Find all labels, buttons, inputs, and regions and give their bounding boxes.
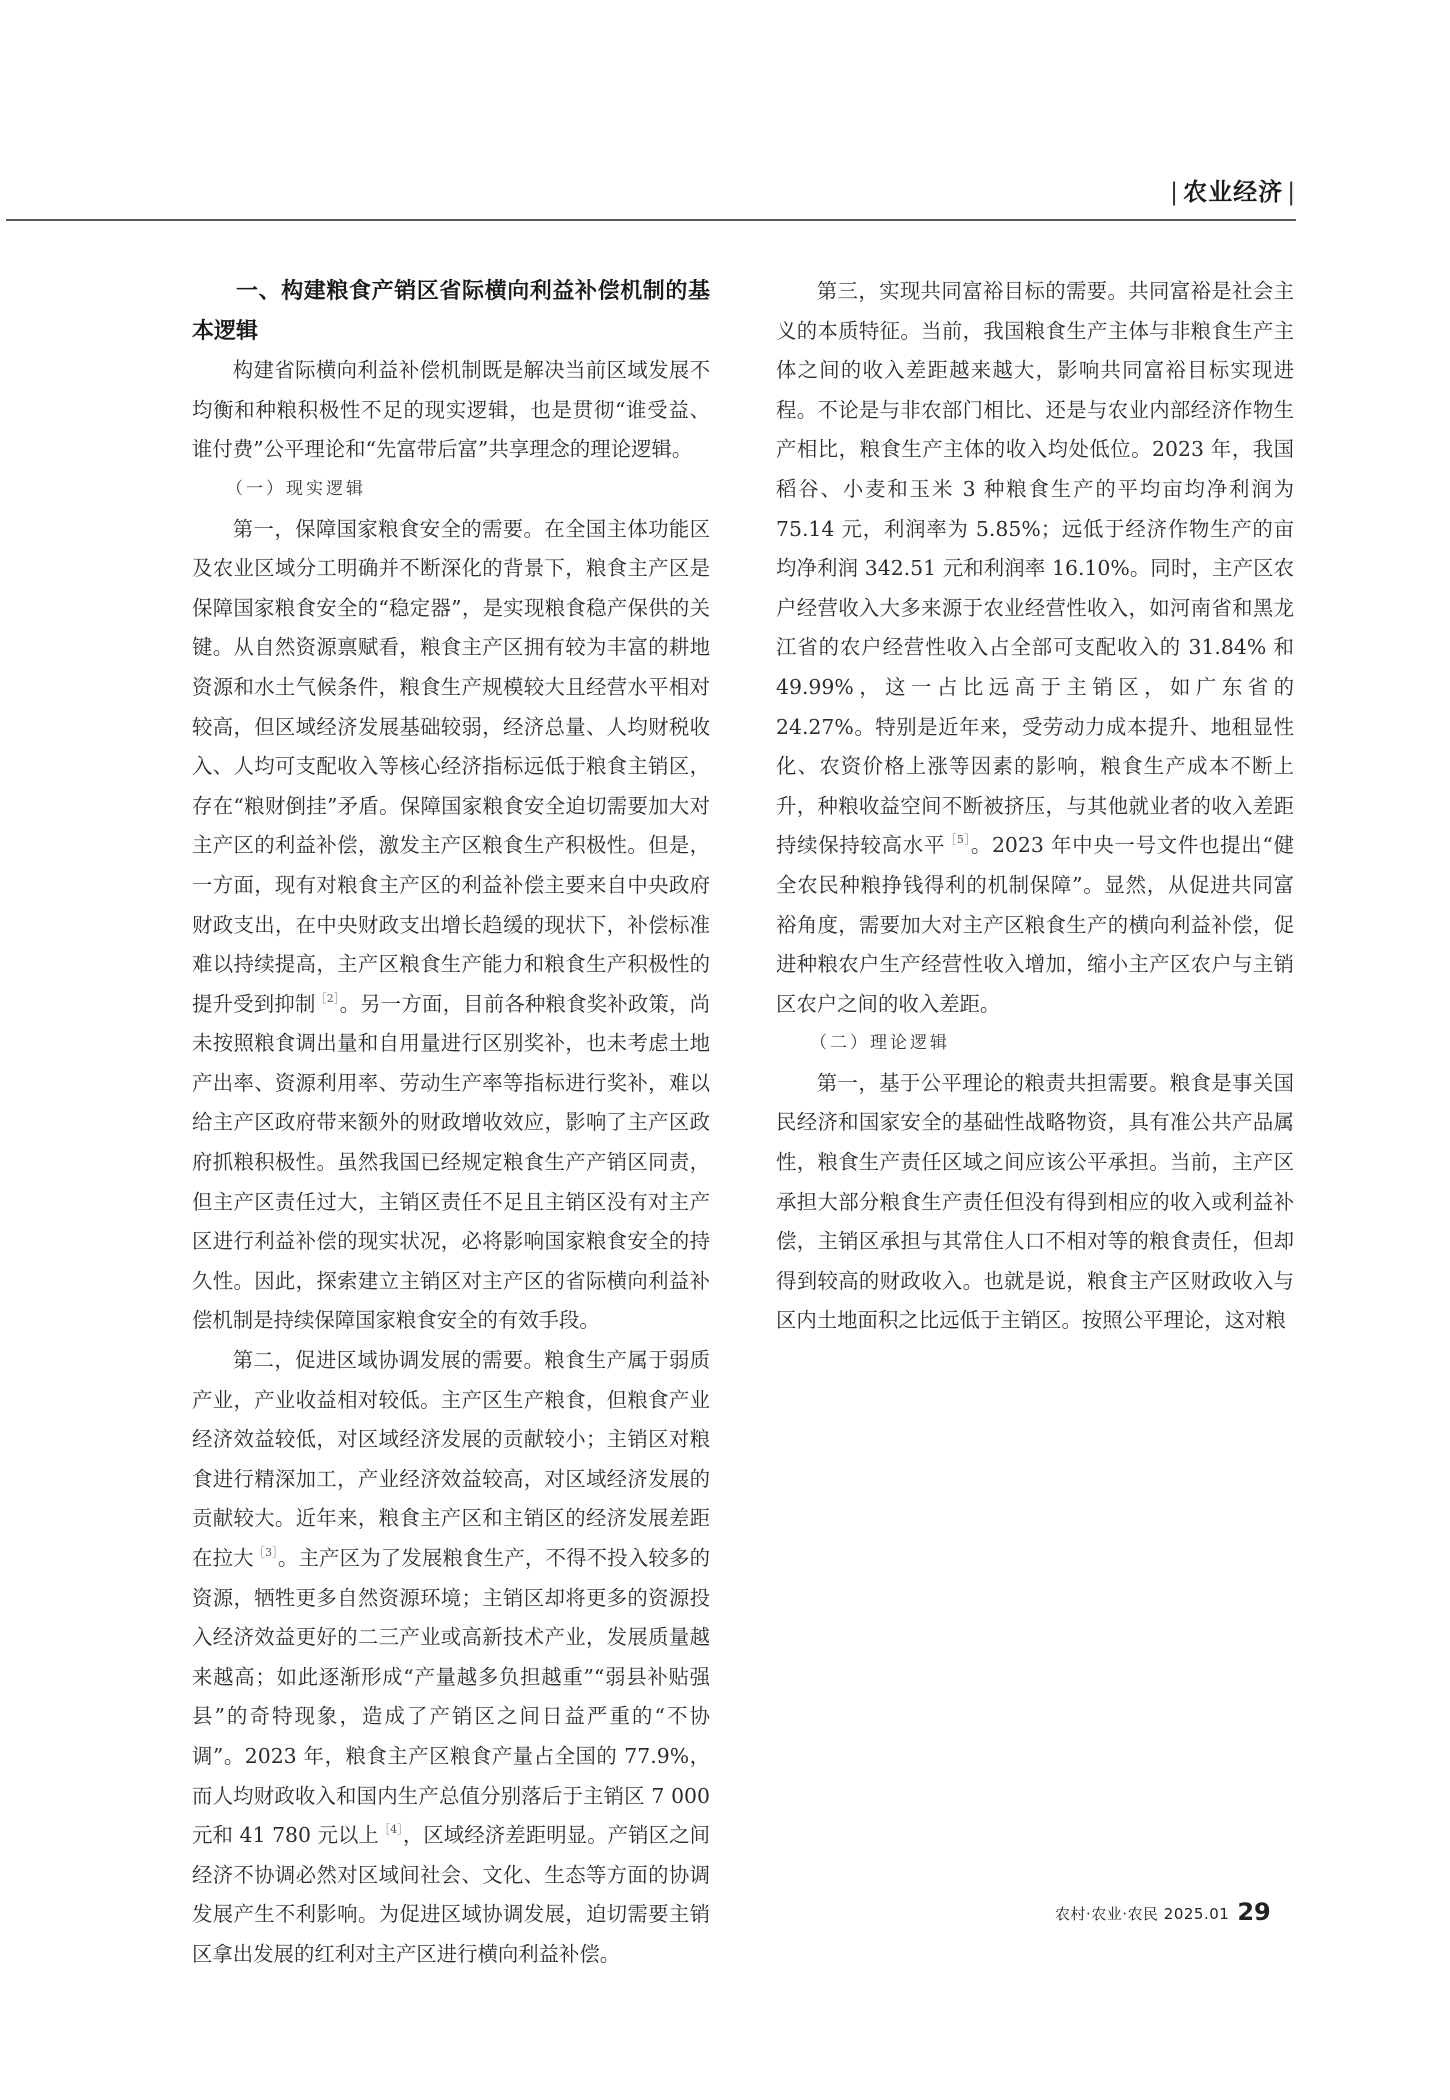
paragraph-prosperity-text-a: 第三，实现共同富裕目标的需要。共同富裕是社会主义的本质特征。当前，我国粮食生产主体与非粮食生产主体之间的收入差距越来越大，影响共同富裕目标实现进程。不论是与非农部门相比、还是与农业内部经济作物生产相比，粮食生产主体的收入均处低位。2023 年，我国稻谷、小麦和玉米 3 种粮食生产的平均亩均净利润为 75.14 元，利润率为 5.85%；远低于经济作物生产的亩均净利润 342.51 元和利润率 16.10%。同时，主产区农户经营收入大多来源于农业经营性收入，如河南省和黑龙江省的农户经营性收入占全部可支配收入的 31.84% 和 49.99%，这一占比远高于主销区，如广东省的 24.27%。特别是近年来，受劳动力成本提升、地租显性化、农资价格上涨等因素的影响，粮食生产成本不断上升，种粮收益空间不断被挤压，与其他就业者的收入差距持续保持较高水平: [776, 279, 1294, 858]
paragraph-regional-coordination: [192, 1341, 710, 1975]
section-heading-1: 一、构建粮食产销区省际横向利益补偿机制的基本逻辑: [192, 278, 710, 344]
citation-4: ［4］: [379, 1823, 403, 1837]
header-rule: [6, 219, 1296, 221]
paragraph-food-security: [192, 510, 710, 1341]
paragraph-food-security-text-a: 第一，保障国家粮食安全的需要。在全国主体功能区及农业区域分工明确并不断深化的背景下，粮食主产区是保障国家粮食安全的“稳定器”，是实现粮食稳产保供的关键。从自然资源禀赋看，粮食主产区拥有较为丰富的耕地资源和水土气候条件，粮食生产规模较大且经营水平相对较高，但区域经济发展基础较弱，经济总量、人均财税收入、人均可支配收入等核心经济指标远低于粮食主销区，存在“粮财倒挂”矛盾。保障国家粮食安全迫切需要加大对主产区的利益补偿，激发主产区粮食生产积极性。但是，一方面，现有对粮食主产区的利益补偿主要来自中央政府财政支出，在中央财政支出增长趋缓的现状下，补偿标准难以持续提高，主产区粮食生产能力和粮食生产积极性的提升受到抑制: [192, 516, 710, 1016]
subheading-practical-logic: （一）现实逻辑: [226, 478, 366, 499]
section-label-text: 农业经济: [1183, 178, 1284, 206]
paragraph-prosperity-text-b: 。2023 年中央一号文件也提出“健全农民种粮挣钱得利的机制保障”。显然，从促进共同富裕角度，需要加大对主产区粮食生产的横向利益补偿，促进种粮农户生产经营性收入增加，缩小主产区农户与主销区农户之间的收入差距。: [776, 833, 1294, 1016]
journal-issue: 农村·农业·农民 2025.01: [1055, 1905, 1230, 1923]
right-column: [776, 272, 1294, 1341]
paragraph-fairness-theory: 第一，基于公平理论的粮责共担需要。粮食是事关国民经济和国家安全的基础性战略物资，具有准公共产品属性，粮食生产责任区域之间应该公平承担。当前，主产区承担大部分粮食生产责任但没有得到相应的收入或利益补偿，主销区承担与其常住人口不相对等的粮食责任，但却得到较高的财政收入。也就是说，粮食主产区财政收入与区内土地面积之比远低于主销区。按照公平理论，这对粮: [776, 1070, 1294, 1333]
section-label: | 农业经济 |: [1170, 178, 1297, 206]
subheading-theoretical-logic: （二）理论逻辑: [810, 1033, 950, 1054]
paragraph-food-security-text-b: 。另一方面，目前各种粮食奖补政策，尚未按照粮食调出量和自用量进行区别奖补，也未考虑土地产出率、资源利用率、劳动生产率等指标进行奖补，难以给主产区政府带来额外的财政增收效应，影响了主产区政府抓粮积极性。虽然我国已经规定粮食生产产销区同责，但主产区责任过大，主销区责任不足且主销区没有对主产区进行利益补偿的现实状况，必将影响国家粮食安全的持久性。因此，探索建立主销区对主产区的省际横向利益补偿机制是持续保障国家粮食安全的有效手段。: [192, 991, 711, 1333]
left-column: [192, 272, 710, 1975]
citation-5: ［5］: [945, 833, 971, 847]
citation-3: ［3］: [253, 1546, 278, 1559]
page-number: 29: [1237, 1898, 1271, 1926]
citation-2: ［2］: [315, 991, 340, 1005]
paragraph-regional-text-c: ，区域经济差距明显。产销区之间经济不协调必然对区域间社会、文化、生态等方面的协调发展产生不利影响。为促进区域协调发展，迫切需要主销区拿出发展的红利对主产区进行横向利益补偿。: [192, 1823, 711, 1966]
paragraph-common-prosperity: [776, 272, 1294, 1024]
intro-paragraph: 构建省际横向利益补偿机制既是解决当前区域发展不均衡和种粮积极性不足的现实逻辑，也是贯彻“谁受益、谁付费”公平理论和“先富带后富”共享理念的理论逻辑。: [192, 358, 710, 462]
paragraph-regional-text-a: 第二，促进区域协调发展的需要。粮食生产属于弱质产业，产业收益相对较低。主产区生产粮食，但粮食产业经济效益较低，对区域经济发展的贡献较小；主销区对粮食进行精深加工，产业经济效益较高，对区域经济发展的贡献较大。近年来，粮食主产区和主销区的经济发展差距在拉大: [192, 1348, 710, 1570]
page-footer: [1055, 1898, 1271, 1926]
paragraph-regional-text-b: 。主产区为了发展粮食生产，不得不投入较多的资源，牺牲更多自然资源环境；主销区却将更多的资源投入经济效益更好的二三产业或高新技术产业，发展质量越来越高；如此逐渐形成“产量越多负担越重”“弱县补贴强县”的奇特现象，造成了产销区之间日益严重的“不协调”。2023 年，粮食主产区粮食产量占全国的 77.9%，而人均财政收入和国内生产总值分别落后于主销区 7 000 元和 41 780 元以上: [192, 1546, 711, 1848]
